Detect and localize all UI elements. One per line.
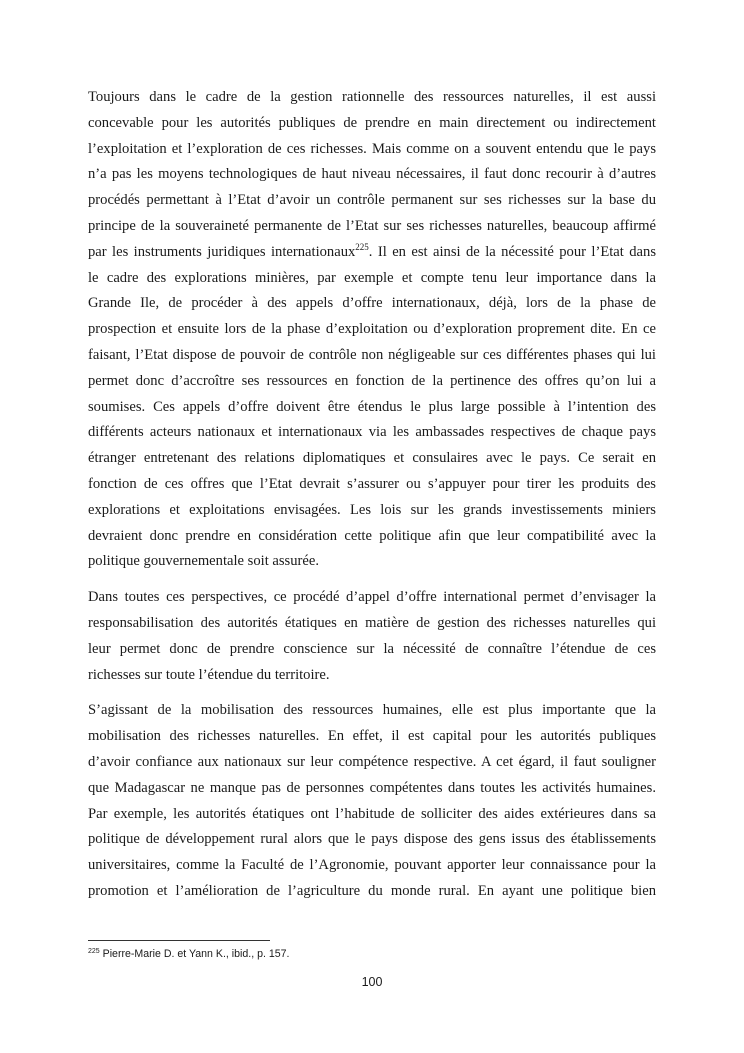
paragraph xyxy=(88,85,656,575)
text-line: le cadre des explorations minières, par exemple et compte tenu leur importance dans la xyxy=(88,269,656,286)
text-line: différents acteurs nationaux et internationaux via les ambassades respectives de chaque pays xyxy=(88,424,656,441)
footnote-text: Pierre-Marie D. et Yann K., ibid., p. 157. xyxy=(99,948,290,960)
footnote xyxy=(88,948,290,960)
text-line xyxy=(88,240,656,266)
text-line: prospection et ensuite lors de la phase d’exploitation ou d’exploration proprement dite. En ce xyxy=(88,321,656,338)
text-line: richesses sur toute l’étendue du territoire. xyxy=(88,666,330,683)
text-line: n’a pas les moyens technologiques de haut niveau nécessaires, il faut donc recourir à d’autres xyxy=(88,166,656,183)
text-line: promotion et l’amélioration de l’agriculture du monde rural. En ayant une politique bien xyxy=(88,882,656,899)
text-line: soumises. Ces appels d’offre doivent être étendus le plus large possible à l’intention des xyxy=(88,398,656,415)
text-line: politique de développement rural alors que le pays dispose des gens issus des établissements xyxy=(88,831,656,848)
text-line: d’avoir confiance aux nationaux sur leur compétence respective. A cet égard, il faut souligner xyxy=(88,753,656,770)
text-segment: par les instruments juridiques internationaux xyxy=(88,243,356,260)
text-segment: . Il en est ainsi de la nécessité pour l’Etat dans xyxy=(368,243,657,260)
text-line: procédés permettant à l’Etat d’avoir un contrôle permanent sur ses richesses sur la base du xyxy=(88,192,656,209)
text-line: responsabilisation des autorités étatiques en matière de gestion des richesses naturelles qui xyxy=(88,614,656,631)
text-line: fonction de ces offres que l’Etat devrait s’assurer ou s’appuyer pour tirer les produits des xyxy=(88,475,656,492)
text-line: Dans toutes ces perspectives, ce procédé d’appel d’offre international permet d’envisager la xyxy=(88,589,656,606)
paragraph xyxy=(88,698,656,904)
text-line: universitaires, comme la Faculté de l’Agronomie, pouvant apporter leur connaissance pour la xyxy=(88,857,656,874)
text-line: politique gouvernementale soit assurée. xyxy=(88,553,319,570)
text-line: explorations et exploitations envisagées. Les lois sur les grands investissements miniers xyxy=(88,501,656,518)
paragraph xyxy=(88,585,656,688)
text-line: permet donc d’accroître ses ressources en fonction de la pertinence des offres qu’on lui a xyxy=(88,372,656,389)
text-line: étranger entretenant des relations diplomatiques et consulaires avec le pays. Ce serait en xyxy=(88,450,656,467)
text-line: Par exemple, les autorités étatiques ont l’habitude de solliciter des aides extérieures dans sa xyxy=(88,805,656,822)
body-text xyxy=(88,85,656,915)
text-line: leur permet donc de prendre conscience sur la nécessité de connaître l’étendue de ces xyxy=(88,640,656,657)
text-line: faisant, l’Etat dispose de pouvoir de contrôle non négligeable sur ces différentes phases qui lui xyxy=(88,346,656,363)
text-line: que Madagascar ne manque pas de personnes compétentes dans toutes les activités humaines. xyxy=(88,779,656,796)
text-line: mobilisation des richesses naturelles. En effet, il est capital pour les autorités publiques xyxy=(88,728,656,745)
text-line: Grande Ile, de procéder à des appels d’offre internationaux, déjà, lors de la phase de xyxy=(88,295,656,312)
text-line: principe de la souveraineté permanente de l’Etat sur ses richesses naturelles, beaucoup affirmé xyxy=(88,217,656,234)
text-line: l’exploitation et l’exploration de ces richesses. Mais comme on a souvent entendu que le pays xyxy=(88,140,656,157)
text-line: S’agissant de la mobilisation des ressources humaines, elle est plus importante que la xyxy=(88,702,656,719)
footnote-separator xyxy=(88,940,270,941)
text-line: devraient donc prendre en considération cette politique afin que leur compatibilité avec la xyxy=(88,527,656,544)
page-number: 100 xyxy=(361,975,383,989)
text-line: concevable pour les autorités publiques de prendre en main directement ou indirectement xyxy=(88,114,656,131)
footnote-number: 225 xyxy=(88,948,100,955)
text-line: Toujours dans le cadre de la gestion rationnelle des ressources naturelles, il est aussi xyxy=(88,89,656,105)
footnote-reference: 225 xyxy=(355,241,369,252)
